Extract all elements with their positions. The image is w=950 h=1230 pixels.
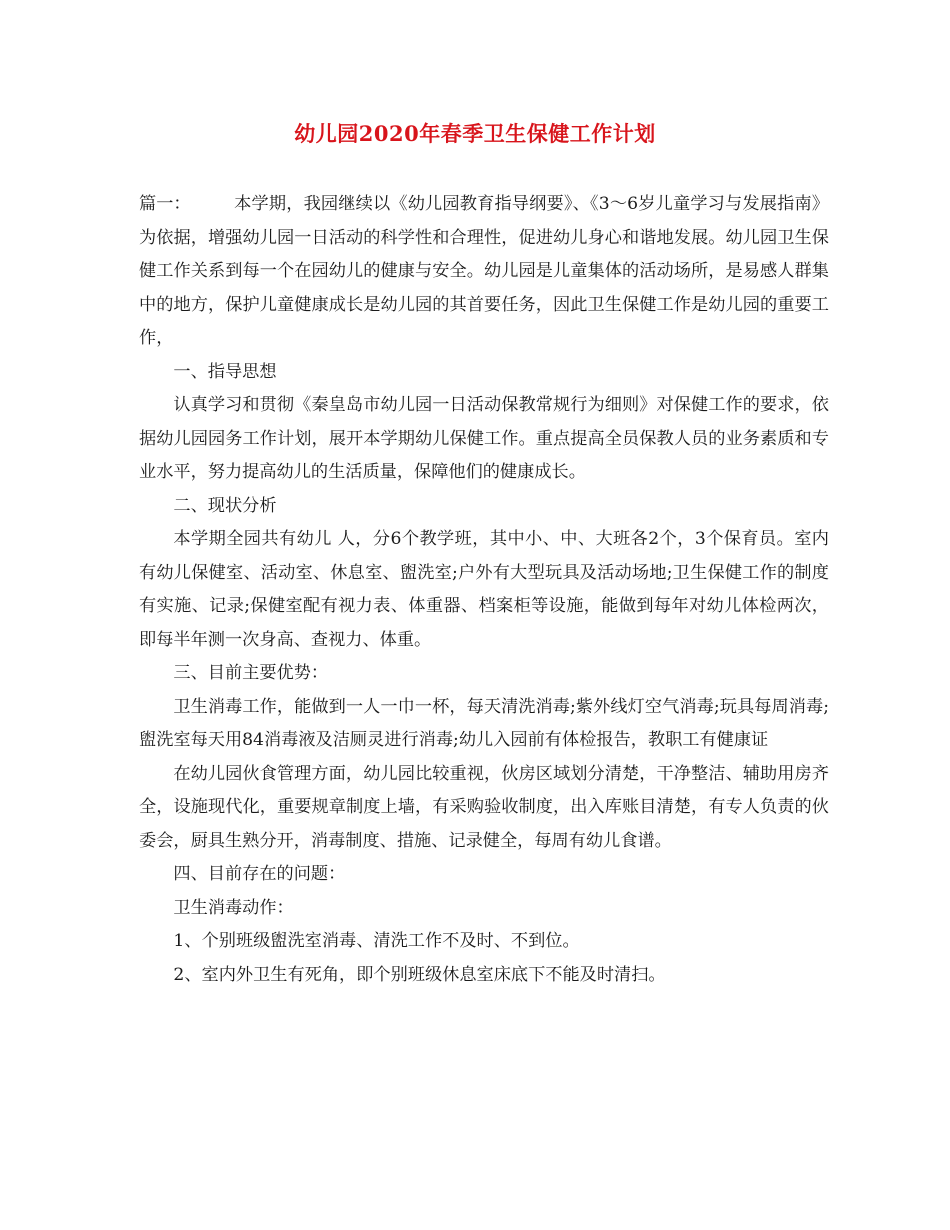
section3-paragraph-2: 在幼儿园伙食管理方面，幼儿园比较重视，伙房区域划分清楚，干净整洁、辅助用房齐全，设施现代化，重要规章制度上墙，有采购验收制度，出入库账目清楚，有专人负责的伙委会，厨具生熟分开，消毒制度、措施、记录健全，每周有幼儿食谱。 [139, 763, 829, 851]
section4-item-2: 2、室内外卫生有死角，即个别班级休息室床底下不能及时清扫。 [173, 964, 666, 985]
document-title: 幼儿园2020年春季卫生保健工作计划 [294, 121, 656, 146]
section1-paragraph: 认真学习和贯彻《秦皇岛市幼儿园一日活动保教常规行为细则》对保健工作的要求，依据幼儿园园务工作计划，展开本学期幼儿保健工作。重点提高全员保教人员的业务素质和专业水平，努力提高幼儿的生活质量，保障他们的健康成长。 [139, 395, 829, 482]
document-body [139, 188, 829, 992]
intro-label: 篇一： [139, 194, 191, 214]
section4-subheading: 卫生消毒动作： [173, 897, 294, 918]
section2-heading: 二、现状分析 [173, 495, 277, 516]
section2-paragraph: 本学期全园共有幼儿 人，分6个教学班，其中小、中、大班各2个，3个保育员。室内有幼儿保健室、活动室、休息室、盥洗室;户外有大型玩具及活动场地;卫生保健工作的制度有实施、记录;保健室配有视力表、体重器、档案柜等设施，能做到每年对幼儿体检两次，即每半年测一次身高、查视力、体重。 [139, 529, 829, 650]
section1-heading: 一、指导思想 [173, 361, 277, 382]
intro-text: 本学期，我园继续以《幼儿园教育指导纲要》、《3～6岁儿童学习与发展指南》为依据，增强幼儿园一日活动的科学性和合理性，促进幼儿身心和谐地发展。幼儿园卫生保健工作关系到每一个在园幼儿的健康与安全。幼儿园是儿童集体的活动场所，是易感人群集中的地方，保护儿童健康成长是幼儿园的其首要任务，因此卫生保健工作是幼儿园的重要工作， [139, 194, 829, 348]
section3-heading: 三、目前主要优势： [173, 663, 329, 683]
intro-paragraph [139, 188, 829, 356]
section4-heading: 四、目前存在的问题： [173, 864, 346, 884]
section3-paragraph-1: 卫生消毒工作，能做到一人一巾一杯，每天清洗消毒;紫外线灯空气消毒;玩具每周消毒;盥洗室每天用84消毒液及洁厕灵进行消毒;幼儿入园前有体检报告，教职工有健康证 [139, 696, 829, 750]
section4-item-1: 1、个别班级盥洗室消毒、清洗工作不及时、不到位。 [173, 931, 580, 951]
